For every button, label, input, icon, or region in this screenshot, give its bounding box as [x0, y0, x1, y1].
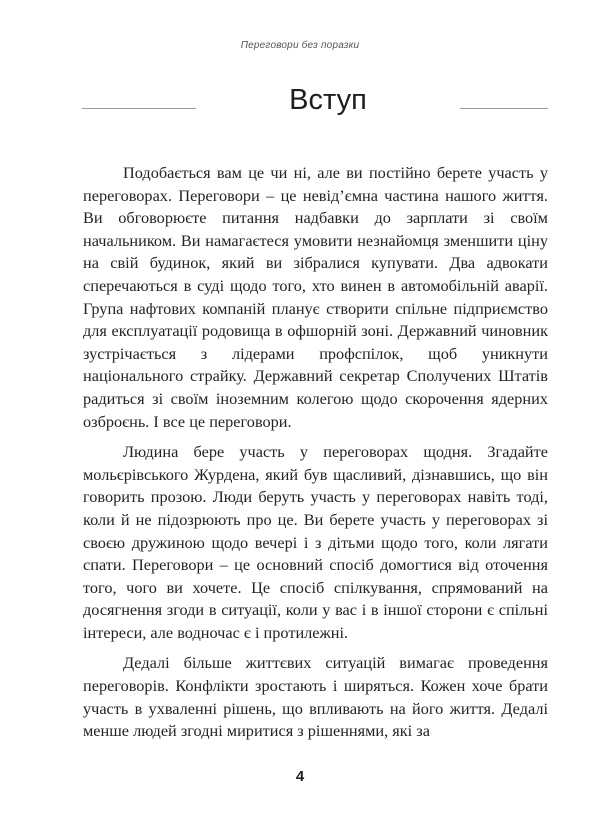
paragraph: Дедалі більше життєвих ситуацій вимагає проведення переговорів. Конфлікти зростають і ширяться. Кожен хоче брати участь в ухваленні рішень, що впливають на його життя. Дедалі менше людей згодні миритися з рішеннями, які за — [83, 653, 548, 741]
page-number: 4 — [295, 768, 305, 785]
chapter-title: Вступ — [289, 84, 367, 116]
title-rule-right — [460, 108, 548, 109]
body-text — [83, 162, 548, 751]
title-rule-left — [82, 108, 196, 109]
paragraph: Подобається вам це чи ні, але ви постійно берете участь у переговорах. Переговори – це невід’ємна частина нашого життя. Ви обговорюєте питання надбавки до зарплати зі своїм начальником. Ви намагаєтеся умовити незнайомця зменшити ціну на свій будинок, який ви зібралися купувати. Два адвокати сперечаються в суді щодо того, хто винен в автомобільній аварії. Група нафтових компаній планує створити спільне підприємство для експлуатації родовища в офшорній зоні. Державний чиновник зустрічається з лідерами профспілок, щоб уникнути національного страйку. Державний секретар Сполучених Штатів радиться зі своїм іноземним колегою щодо скорочення ядерних озброєнь. І все це переговори. — [83, 163, 548, 431]
running-header: Переговори без поразки — [240, 40, 360, 51]
paragraph: Людина бере участь у переговорах щодня. Згадайте мольєрівського Журдена, який був щасливий, дізнавшись, що він говорить прозою. Люди беруть участь у переговорах навіть тоді, коли й не підозрюють про це. Ви берете участь у переговорах зі своєю дружиною щодо вечері і з дітьми щодо того, коли лягати спати. Переговори – це основний спосіб домогтися від оточення того, чого ви хочете. Це спосіб спілкування, спрямований на досягнення згоди в ситуації, коли у вас і в іншої сторони є спільні інтереси, але водночас є і протилежні. — [83, 442, 548, 642]
